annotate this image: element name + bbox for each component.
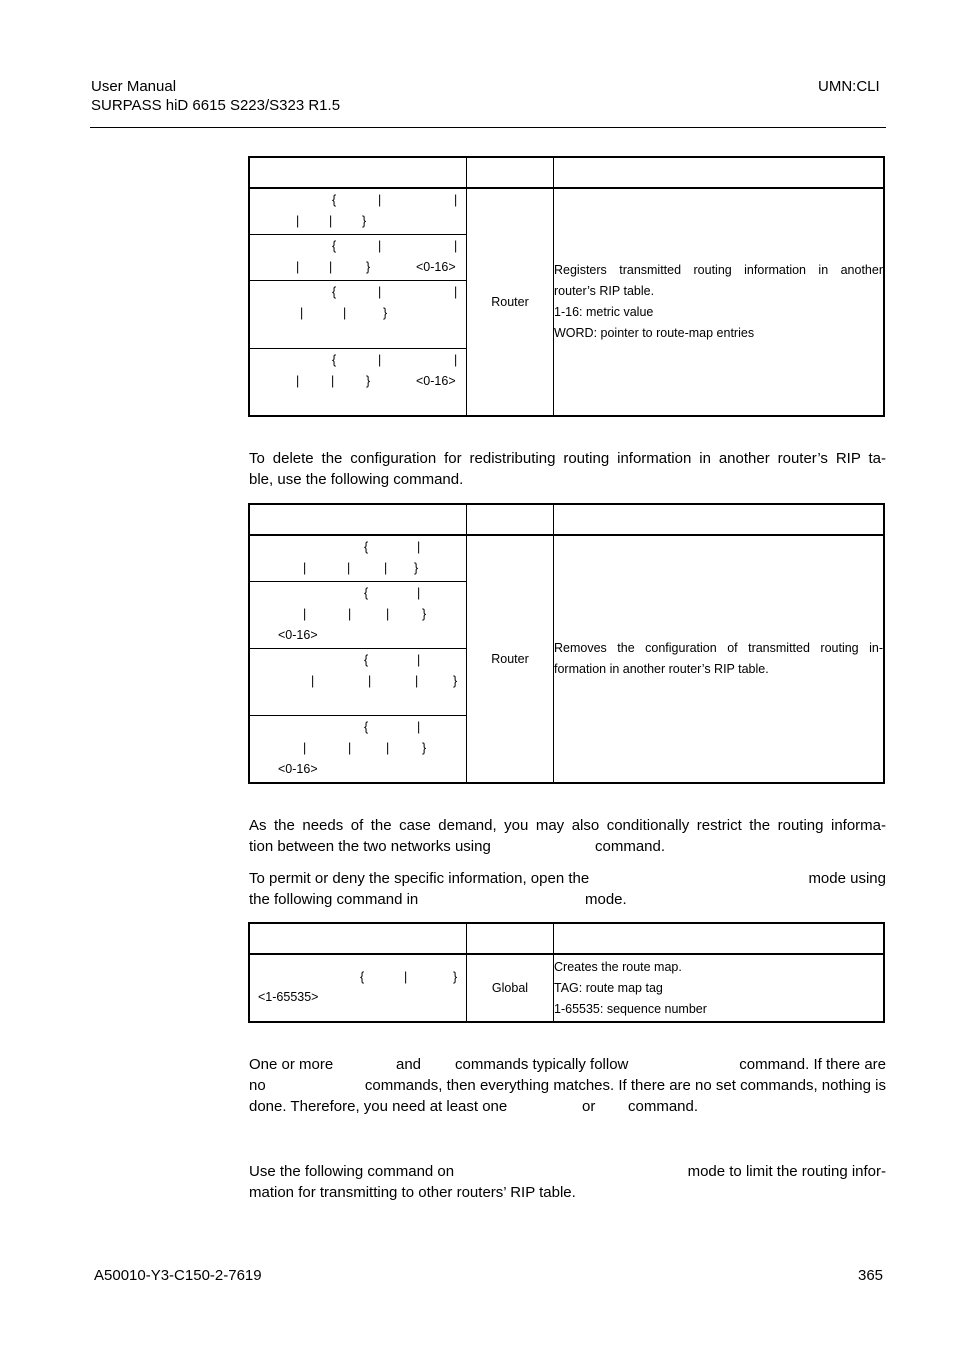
- command-table-no-redistribute: [248, 503, 885, 784]
- paragraph-line: To delete the configuration for redistributing routing information in another router’s RIP ta-: [249, 450, 886, 467]
- syntax-glyph: |: [384, 561, 388, 575]
- mode-cell: Router: [467, 188, 554, 416]
- paragraph-line: [249, 1075, 886, 1096]
- syntax-glyph: |: [378, 353, 382, 367]
- header-product-name: SURPASS hiD 6615 S223/S323 R1.5: [91, 97, 341, 114]
- description-line: router’s RIP table.: [554, 284, 655, 298]
- command-table-redistribute: [248, 156, 885, 417]
- text-run: Use the following command on: [249, 1163, 455, 1180]
- text-run: commands typically follow: [455, 1056, 629, 1073]
- description-line: 1-16: metric value: [554, 305, 654, 319]
- description-line: WORD: pointer to route-map entries: [554, 326, 755, 340]
- syntax-glyph: }: [453, 970, 458, 984]
- syntax-glyph: |: [296, 260, 300, 274]
- paragraph-line: [249, 1096, 886, 1117]
- description-cell: [554, 535, 885, 783]
- syntax-glyph: {: [364, 720, 369, 734]
- paragraph-open-mode: [249, 868, 886, 910]
- table-row: [249, 188, 884, 235]
- syntax-glyph: |: [417, 586, 421, 600]
- command-cell: [249, 716, 467, 784]
- syntax-glyph: {: [332, 353, 337, 367]
- table-header-row: [249, 504, 884, 535]
- syntax-glyph: |: [347, 561, 351, 575]
- paragraph-line: [249, 1161, 886, 1182]
- table-row: [249, 954, 884, 1022]
- syntax-glyph: |: [454, 239, 458, 253]
- syntax-glyph: |: [331, 374, 335, 388]
- syntax-glyph: |: [296, 214, 300, 228]
- syntax-glyph: |: [311, 674, 315, 688]
- command-cell: [249, 235, 467, 281]
- mode-cell: Global: [467, 954, 554, 1022]
- command-cell: [249, 349, 467, 417]
- text-run: command.: [628, 1098, 699, 1115]
- syntax-glyph: }: [453, 674, 458, 688]
- syntax-glyph: }: [362, 214, 367, 228]
- description-cell: [554, 188, 885, 416]
- description-line: TAG: route map tag: [554, 980, 663, 995]
- paragraph-line: [249, 889, 886, 910]
- paragraph-line: As the needs of the case demand, you may also conditionally restrict the routing informa-: [249, 817, 886, 834]
- paragraph-line: mation for transmitting to other routers’ RIP table.: [249, 1184, 576, 1201]
- syntax-glyph: {: [360, 970, 365, 984]
- paragraph-match-set: [249, 1054, 886, 1117]
- syntax-glyph: |: [378, 285, 382, 299]
- footer-page-number: 365: [858, 1267, 884, 1284]
- text-run: and: [396, 1056, 422, 1073]
- description-line: 1-65535: sequence number: [554, 1001, 707, 1016]
- syntax-glyph: }: [422, 741, 427, 755]
- syntax-glyph: |: [303, 607, 307, 621]
- table-header-row: [249, 157, 884, 188]
- syntax-glyph: |: [343, 306, 347, 320]
- header-divider: [90, 127, 886, 128]
- text-run: To permit or deny the specific information, open the: [249, 870, 590, 887]
- text-run: command.: [595, 838, 666, 855]
- syntax-glyph: <0-16>: [278, 762, 318, 776]
- syntax-glyph: }: [366, 260, 371, 274]
- syntax-glyph: |: [368, 674, 372, 688]
- text-run: One or more: [249, 1056, 334, 1073]
- syntax-glyph: }: [414, 561, 419, 575]
- text-run: or: [582, 1098, 596, 1115]
- syntax-glyph: {: [332, 285, 337, 299]
- description-line: Creates the route map.: [554, 959, 682, 974]
- description-cell: [554, 954, 885, 1022]
- syntax-glyph: |: [404, 970, 408, 984]
- paragraph-limit-routing: [249, 1161, 886, 1203]
- syntax-glyph: |: [378, 239, 382, 253]
- syntax-glyph: }: [422, 607, 427, 621]
- syntax-glyph: <1-65535>: [258, 990, 319, 1004]
- paragraph-line: ble, use the following command.: [249, 471, 464, 488]
- command-cell: [249, 649, 467, 716]
- description-line: formation in another router’s RIP table.: [554, 662, 769, 676]
- syntax-glyph: <0-16>: [416, 260, 456, 274]
- description-line: Removes the configuration of transmitted routing in-: [554, 641, 883, 655]
- paragraph-line: [249, 868, 886, 889]
- command-cell: [249, 582, 467, 649]
- syntax-glyph: }: [366, 374, 371, 388]
- text-run: mode.: [585, 891, 627, 908]
- command-cell: [249, 954, 467, 1022]
- command-cell: [249, 535, 467, 582]
- syntax-glyph: |: [329, 260, 333, 274]
- text-run: mode to limit the routing infor-: [687, 1163, 886, 1180]
- syntax-glyph: |: [386, 741, 390, 755]
- syntax-glyph: |: [454, 353, 458, 367]
- syntax-glyph: |: [454, 285, 458, 299]
- syntax-glyph: |: [348, 607, 352, 621]
- mode-cell: Router: [467, 535, 554, 783]
- syntax-glyph: |: [303, 561, 307, 575]
- paragraph-delete-config: [249, 448, 886, 490]
- syntax-glyph: <0-16>: [416, 374, 456, 388]
- text-run: mode using: [808, 870, 886, 887]
- syntax-glyph: <0-16>: [278, 628, 318, 642]
- syntax-glyph: {: [364, 540, 369, 554]
- syntax-glyph: |: [303, 741, 307, 755]
- syntax-glyph: {: [332, 239, 337, 253]
- command-table-route-map: [248, 922, 885, 1023]
- text-run: command. If there are: [739, 1056, 886, 1073]
- syntax-glyph: |: [415, 674, 419, 688]
- syntax-glyph: {: [364, 586, 369, 600]
- header-manual-title: User Manual: [91, 78, 177, 95]
- command-cell: [249, 281, 467, 349]
- command-cell: [249, 188, 467, 235]
- text-run: no: [249, 1077, 266, 1094]
- syntax-glyph: |: [454, 193, 458, 207]
- syntax-glyph: |: [417, 540, 421, 554]
- syntax-glyph: |: [386, 607, 390, 621]
- text-run: tion between the two networks using: [249, 838, 491, 855]
- syntax-glyph: {: [364, 653, 369, 667]
- text-run: done. Therefore, you need at least one: [249, 1098, 508, 1115]
- table-header-row: [249, 923, 884, 954]
- table-row: [249, 535, 884, 582]
- syntax-glyph: |: [329, 214, 333, 228]
- footer-doc-id: A50010-Y3-C150-2-7619: [94, 1267, 262, 1284]
- syntax-glyph: |: [378, 193, 382, 207]
- syntax-glyph: |: [417, 720, 421, 734]
- text-run: the following command in: [249, 891, 419, 908]
- header-section: UMN:CLI: [818, 78, 880, 95]
- paragraph-route-map-intro: [249, 815, 886, 857]
- syntax-glyph: |: [300, 306, 304, 320]
- text-run: commands, then everything matches. If there are no set commands, nothing is: [364, 1077, 886, 1094]
- syntax-glyph: {: [332, 193, 337, 207]
- syntax-glyph: |: [348, 741, 352, 755]
- paragraph-line: [249, 1054, 886, 1075]
- paragraph-line: [249, 836, 886, 857]
- description-line: Registers transmitted routing information in another: [554, 263, 883, 277]
- syntax-glyph: |: [296, 374, 300, 388]
- syntax-glyph: }: [383, 306, 388, 320]
- syntax-glyph: |: [417, 653, 421, 667]
